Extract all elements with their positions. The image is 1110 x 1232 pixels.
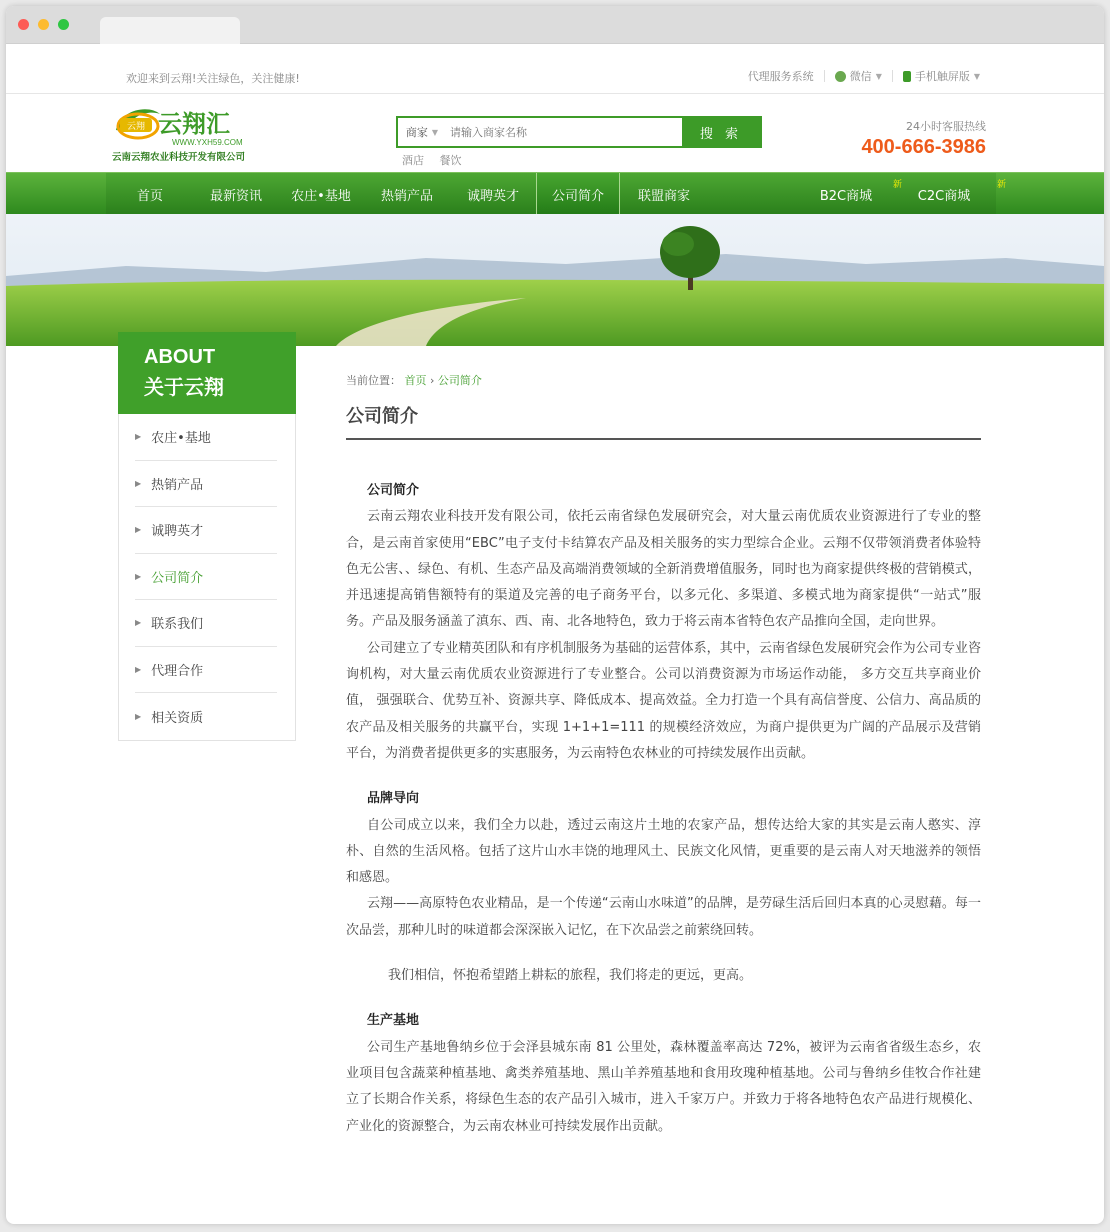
caret-right-icon: ▶ <box>135 432 142 442</box>
nav-c2c-label: C2C商城 <box>917 188 971 204</box>
article <box>346 478 981 1140</box>
wechat-link[interactable] <box>835 68 882 84</box>
browser-chrome <box>6 6 1104 44</box>
sidebar-item-label: 农庄•基地 <box>151 431 211 447</box>
agent-system-link[interactable]: 代理服务系统 <box>747 70 814 83</box>
sidebar-item-about[interactable] <box>135 554 277 601</box>
logo-name: 云翔汇 <box>158 110 230 138</box>
nav-b2c[interactable] <box>800 173 902 215</box>
sidebar-item-hot-products[interactable] <box>135 461 277 508</box>
caret-right-icon: ▶ <box>135 664 142 674</box>
sidebar-item-label: 诚聘英才 <box>151 524 204 540</box>
mobile-link[interactable] <box>903 68 980 84</box>
chevron-down-icon: ▼ <box>973 71 980 81</box>
sidebar-item-label: 热销产品 <box>151 477 204 493</box>
caret-right-icon: ▶ <box>135 525 142 535</box>
search-category-select[interactable] <box>398 118 446 146</box>
close-window-button[interactable] <box>18 19 29 30</box>
divider <box>824 70 825 82</box>
divider <box>892 70 893 82</box>
sidebar-header <box>118 332 296 414</box>
nav-news[interactable]: 最新资讯 <box>209 188 262 204</box>
sidebar-menu <box>118 414 296 741</box>
wechat-icon <box>835 71 846 82</box>
site-logo[interactable] <box>112 100 272 166</box>
section-title: 品牌导向 <box>367 791 420 807</box>
main-content <box>346 372 981 1140</box>
sidebar-item-label: 公司简介 <box>151 570 204 586</box>
paragraph: 云翔——高原特色农业精品，是一个传递“云南山水味道”的品牌，是劳碌生活后回归本真的心灵慰藉。每一次品尝，那种儿时的味道都会深深嵌入记忆，在下次品尝之前萦绕回转。 <box>346 896 981 938</box>
quote: 我们相信，怀抱希望踏上耕耘的旅程，我们将走的更远，更高。 <box>388 968 753 984</box>
nav-about[interactable]: 公司简介 <box>536 173 620 215</box>
quick-link-dining[interactable]: 餐饮 <box>439 154 462 167</box>
search-input[interactable] <box>446 118 682 146</box>
sidebar-item-qualifications[interactable] <box>135 693 277 740</box>
caret-right-icon: ▶ <box>135 618 142 628</box>
new-badge: 新 <box>996 180 1006 190</box>
sidebar-item-careers[interactable] <box>135 507 277 554</box>
chevron-down-icon: ▼ <box>431 127 439 137</box>
welcome-text: 欢迎来到云翔!关注绿色，关注健康! <box>126 72 300 85</box>
sidebar-item-agency[interactable] <box>135 647 277 694</box>
sidebar-item-farms[interactable] <box>135 414 277 461</box>
new-badge: 新 <box>892 180 902 190</box>
main-nav <box>6 172 1104 214</box>
top-links <box>748 68 980 84</box>
breadcrumb-current: 公司简介 <box>437 374 482 387</box>
breadcrumb-home[interactable]: 首页 <box>404 374 427 387</box>
browser-tab[interactable] <box>100 17 240 44</box>
paragraph: 公司生产基地鲁纳乡位于会泽县城东南 81 公里处，森林覆盖率高达 72%，被评为云南省省级生态乡，农业项目包含蔬菜种植基地、禽类养殖基地、黑山羊养殖基地和食用玫瑰种植基地。公司与鲁纳乡佳牧合作社建立了长期合作关系，将绿色生态的农产品引入城市，进入千家万户。并致力于将各地特色农产品进行规模化、产业化的资源整合，为云南农林业可持续发展作出贡献。 <box>346 1039 981 1134</box>
paragraph: 自公司成立以来，我们全力以赴，透过云南这片土地的农家产品，想传达给大家的其实是云南人憨实、淳朴、自然的生活风格。包括了这片山水丰饶的地理风土、民族文化风情，更重要的是云南人对天地滋养的领悟和感恩。 <box>346 817 981 886</box>
caret-right-icon: ▶ <box>135 571 142 581</box>
hotline-number: 400-666-3986 <box>861 136 986 158</box>
paragraph: 云南云翔农业科技开发有限公司，依托云南省绿色发展研究会，对大量云南优质农业资源进行了专业的整合，是云南首家使用“EBC”电子支付卡结算农产品及相关服务的实力型综合企业。云翔不仅带领消费者体验特色无公害、、绿色、有机、生态产品及高端消费领域的全新消费增值服务，同时也为商家提供终极的营销模式，并迅速提高销售额特有的渠道及完善的电子商务平台，以多元化、多渠道、多模式地为商家提供“一站式”服务。产品及服务涵盖了滇东、西、南、北各地特色，致力于将云南本省特色农产品推向全国，走向世界。 <box>346 509 981 630</box>
nav-careers[interactable]: 诚聘英才 <box>466 188 519 204</box>
minimize-window-button[interactable] <box>38 19 49 30</box>
sidebar-item-contact[interactable] <box>135 600 277 647</box>
main-nav-bar <box>106 173 1006 215</box>
sidebar-item-label: 相关资质 <box>151 710 204 726</box>
section-title: 公司简介 <box>367 483 420 498</box>
search-button[interactable]: 搜 索 <box>682 118 760 146</box>
page-title: 公司简介 <box>346 402 981 440</box>
search-bar <box>396 116 762 148</box>
hotline-label: 24小时客服热线 <box>906 120 986 133</box>
browser-window <box>6 6 1104 1224</box>
section-title: 生产基地 <box>367 1013 420 1029</box>
nav-home[interactable]: 首页 <box>136 188 163 204</box>
mobile-label: 手机触屏版 <box>914 70 970 83</box>
paragraph: 公司建立了专业精英团队和有序机制服务为基础的运营体系，其中，云南省绿色发展研究会作为公司专业咨询机构，对大量云南优质农业资源进行了专业整合。公司以消费资源为市场运作动能， 多方交互共享商业价值， 强强联合、优势互补、资源共享、降低成本、提高效益。全力打造一个具有高信誉度、公信力、高品质的农产品及相关服务的共赢平台，实现 1+1+1=111 的规模经济效应，为商户提供更为广阔的产品展示及营销平台，为消费者提供更多的实惠服务，为云南特色农林业的可持续发展作出贡献。 <box>346 640 981 761</box>
maximize-window-button[interactable] <box>58 19 69 30</box>
top-bar <box>6 44 1104 94</box>
search-category-label: 商家 <box>405 126 428 139</box>
sidebar-item-label: 联系我们 <box>151 617 204 633</box>
breadcrumb <box>346 372 981 388</box>
quick-search-links <box>402 152 474 168</box>
sidebar-title-cn: 关于云翔 <box>144 375 224 399</box>
logo-badge-text: 云翔 <box>126 122 146 132</box>
wechat-label: 微信 <box>849 70 872 83</box>
nav-merchants[interactable]: 联盟商家 <box>637 188 690 204</box>
sidebar <box>118 332 296 741</box>
logo-company: 云南云翔农业科技开发有限公司 <box>112 152 246 163</box>
nav-c2c[interactable] <box>892 173 1006 215</box>
nav-farms[interactable]: 农庄•基地 <box>291 188 351 204</box>
chevron-down-icon: ▼ <box>875 71 882 81</box>
phone-icon <box>903 71 911 82</box>
caret-right-icon: ▶ <box>135 478 142 488</box>
sidebar-title-en: ABOUT <box>144 346 216 368</box>
hero-banner <box>6 214 1104 346</box>
quick-link-hotel[interactable]: 酒店 <box>402 154 424 167</box>
nav-hot-products[interactable]: 热销产品 <box>380 188 433 204</box>
caret-right-icon: ▶ <box>135 711 142 721</box>
breadcrumb-separator: › <box>430 374 438 387</box>
logo-url: WWW.YXH59.COM <box>172 138 243 147</box>
sidebar-item-label: 代理合作 <box>151 663 204 679</box>
breadcrumb-label: 当前位置： <box>346 374 401 387</box>
hotline <box>861 118 986 159</box>
site-header <box>6 94 1104 172</box>
landscape-image <box>6 214 1104 346</box>
nav-b2c-label: B2C商城 <box>819 188 873 204</box>
